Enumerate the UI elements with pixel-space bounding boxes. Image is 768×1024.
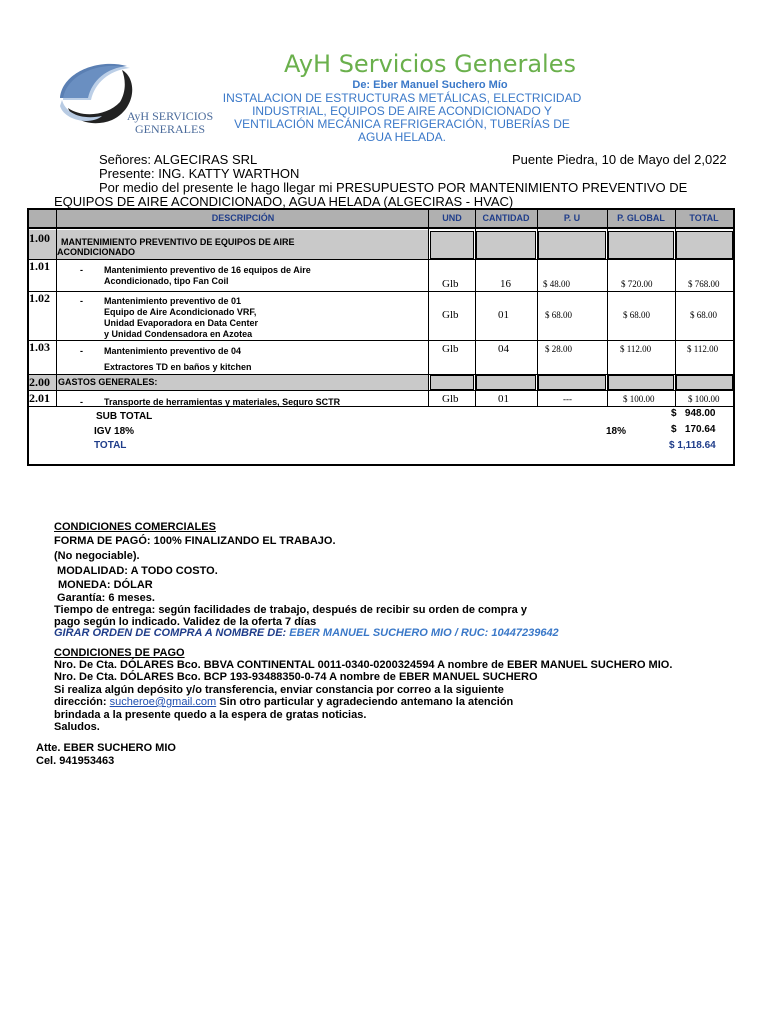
payment-conditions-title: CONDICIONES DE PAGO	[54, 647, 185, 659]
greeting: Saludos.	[54, 721, 100, 733]
item-number: 1.01	[29, 259, 50, 273]
column-divider	[537, 210, 538, 407]
item-number: 1.03	[29, 340, 50, 354]
item-description: Mantenimiento preventivo de 04	[104, 346, 242, 356]
column-divider	[675, 210, 676, 407]
empty-cell	[538, 231, 606, 259]
email-suffix: Sin otro particular y agradeciendo antemano la atención	[219, 696, 514, 708]
item-number: 2.00	[29, 375, 50, 389]
item-total: $ 68.00	[690, 310, 717, 320]
commercial-conditions-title: CONDICIONES COMERCIALES	[54, 521, 216, 533]
header-und: UND	[442, 213, 462, 223]
igv-rate: 18%	[606, 426, 627, 437]
item-unit: Glb	[442, 343, 459, 355]
header-pu: P. U	[563, 213, 581, 223]
signature-name: Atte. EBER SUCHERO MIO	[36, 742, 176, 754]
column-divider	[428, 210, 429, 407]
payment-form: FORMA DE PAGÓ: 100% FINALIZANDO EL TRABAJO.	[54, 535, 336, 547]
item-description: Mantenimiento preventivo de 16 equipos de Aire	[104, 265, 311, 275]
item-unit: Glb	[442, 278, 459, 290]
recipient: Señores: ALGECIRAS SRL	[99, 152, 258, 167]
item-number: 2.01	[29, 391, 50, 405]
empty-cell	[676, 375, 733, 390]
column-divider	[56, 210, 57, 407]
item-unit: Glb	[442, 393, 459, 405]
offer-validity: pago según lo indicado. Validez de la oferta 7 días	[54, 616, 317, 628]
item-quantity: 01	[498, 393, 509, 405]
item-description-cont: Equipo de Aire Acondicionado VRF,	[104, 307, 257, 317]
igv-label: IGV 18%	[94, 426, 135, 437]
intro-line-1: Por medio del presente le hago llegar mi PRESUPUESTO POR MANTENIMIENTO PREVENTIVO DE	[99, 180, 688, 195]
item-total: $ 768.00	[688, 279, 720, 289]
header-pglobal: P. GLOBAL	[617, 213, 665, 223]
empty-cell	[430, 375, 474, 390]
section-title-cont: ACONDICIONADO	[57, 247, 135, 257]
row-divider	[29, 390, 733, 391]
row-divider	[29, 291, 733, 292]
item-description: Transporte de herramientas y materiales, Seguro SCTR	[104, 397, 341, 407]
item-number: 1.02	[29, 291, 50, 305]
item-description-cont: Extractores TD en baños y kitchen	[104, 362, 252, 372]
non-negotiable: (No negociable).	[54, 550, 140, 562]
purchase-order-line	[54, 627, 559, 640]
row-divider	[29, 340, 733, 341]
closing-line: brindada a la presente quedo a la espera de gratas noticias.	[54, 709, 367, 721]
email-prefix: dirección:	[54, 696, 107, 708]
bank-account-bcp: Nro. De Cta. DÓLARES Bco. BCP 193-93488350-0-74 A nombre de EBER MANUEL SUCHERO	[54, 671, 538, 683]
section-title: GASTOS GENERALES:	[58, 377, 158, 387]
bullet-dash: -	[80, 346, 83, 356]
empty-cell	[476, 375, 536, 390]
empty-cell	[476, 231, 536, 259]
subtotal-value: $ 948.00	[671, 408, 716, 419]
company-name: AyH Servicios Generales	[284, 50, 576, 78]
item-unit-price: $ 48.00	[543, 279, 570, 289]
services-description: INSTALACION DE ESTRUCTURAS METÁLICAS, ELECTRICIDAD INDUSTRIAL, EQUIPOS DE AIRE ACONDICIONADO Y VENTILACIÓN MECÁNICA REFRIGERACIÓN, TUBERÍAS DE AGUA HELADA.	[222, 91, 582, 144]
modality: MODALIDAD: A TODO COSTO.	[54, 565, 218, 577]
document-date: Puente Piedra, 10 de Mayo del 2,022	[512, 152, 727, 167]
subtotal-label: SUB TOTAL	[96, 411, 153, 422]
total-value: $ 1,118.64	[669, 440, 716, 451]
empty-cell	[608, 375, 674, 390]
item-global-price: $ 100.00	[623, 394, 655, 404]
attention-line: Presente: ING. KATTY WARTHON	[99, 166, 300, 181]
empty-cell	[676, 231, 733, 259]
currency: MONEDA: DÓLAR	[58, 579, 153, 591]
bullet-dash: -	[80, 397, 83, 407]
signature-phone: Cel. 941953463	[36, 755, 115, 767]
item-total: $ 112.00	[687, 344, 719, 354]
empty-cell	[430, 231, 474, 259]
email-line	[54, 696, 513, 709]
section-title: MANTENIMIENTO PREVENTIVO DE EQUIPOS DE AIRE	[61, 237, 295, 247]
purchase-order-value: EBER MANUEL SUCHERO MIO / RUC: 10447239642	[289, 627, 559, 639]
item-unit-price: $ 68.00	[545, 310, 572, 320]
item-global-price: $ 68.00	[623, 310, 650, 320]
item-global-price: $ 112.00	[620, 344, 652, 354]
logo-text: AyH SERVICIOS GENERALES	[126, 109, 214, 136]
empty-cell	[608, 231, 674, 259]
empty-cell	[538, 375, 606, 390]
deposit-instructions: Si realiza algún depósito y/o transferencia, enviar constancia por correo a la siguiente	[54, 684, 504, 696]
item-description: Mantenimiento preventivo de 01	[104, 296, 242, 306]
item-quantity: 04	[498, 343, 509, 355]
email-link[interactable]: sucheroe@gmail.com	[109, 696, 217, 708]
column-divider	[475, 210, 476, 407]
bullet-dash: -	[80, 296, 83, 306]
item-description-cont: Acondicionado, tipo Fan Coil	[104, 276, 229, 286]
header-descripcion: DESCRIPCIÓN	[211, 213, 275, 223]
header-cantidad: CANTIDAD	[482, 213, 530, 223]
item-number: 1.00	[29, 231, 50, 245]
item-quantity: 16	[500, 278, 511, 290]
item-total: $ 100.00	[688, 394, 720, 404]
item-quantity: 01	[498, 309, 509, 321]
item-description-cont: y Unidad Condensadora en Azotea	[104, 329, 253, 339]
igv-value: $ 170.64	[671, 424, 716, 435]
warranty: Garantía: 6 meses.	[54, 592, 155, 604]
column-divider	[607, 210, 608, 407]
bullet-dash: -	[80, 265, 83, 275]
item-unit-price: ---	[563, 394, 572, 404]
bank-account-bbva: Nro. De Cta. DÓLARES Bco. BBVA CONTINENTAL 0011-0340-0200324594 A nombre de EBER MANUEL SUCHERO MIO.	[54, 659, 673, 671]
delivery-time: Tiempo de entrega: según facilidades de trabajo, después de recibir su orden de compra y	[54, 604, 527, 616]
item-unit: Glb	[442, 309, 459, 321]
item-description-cont: Unidad Evaporadora en Data Center	[104, 318, 259, 328]
header-total: TOTAL	[689, 213, 719, 223]
total-label: TOTAL	[94, 440, 127, 451]
row-divider	[29, 259, 733, 260]
purchase-order-label: GIRAR ORDEN DE COMPRA A NOMBRE DE:	[54, 627, 287, 639]
item-global-price: $ 720.00	[621, 279, 653, 289]
item-unit-price: $ 28.00	[545, 344, 572, 354]
intro-line-2: EQUIPOS DE AIRE ACONDICIONADO, AGUA HELADA (ALGECIRAS - HVAC)	[54, 194, 514, 209]
author-line: De: Eber Manuel Suchero Mío	[352, 79, 508, 91]
row-divider	[29, 374, 733, 375]
